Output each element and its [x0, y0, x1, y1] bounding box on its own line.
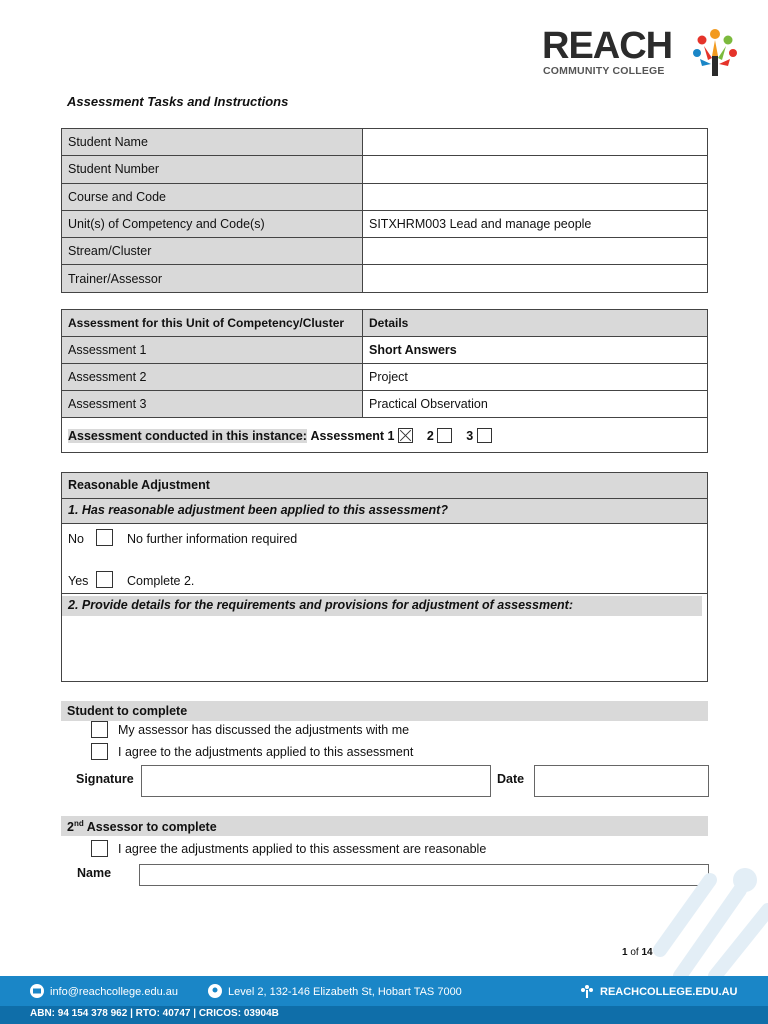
- footer-abn: ABN: 94 154 378 962 | RTO: 40747 | CRICOS: 03904B: [30, 1008, 279, 1019]
- date-field[interactable]: [534, 765, 709, 797]
- yes-option: [68, 571, 194, 588]
- footer-website-text: REACHCOLLEGE.EDU.AU: [600, 986, 738, 998]
- student-number-label: Student Number: [62, 156, 363, 183]
- reach-tree-icon: [580, 984, 594, 998]
- logo-wordmark: REACH: [542, 25, 673, 67]
- stream-cluster-field[interactable]: [363, 238, 708, 265]
- assessment-2-detail: Project: [363, 364, 708, 391]
- assessment-table: [61, 309, 708, 453]
- question-2: 2. Provide details for the requirements and provisions for adjustment of assessment:: [62, 596, 702, 616]
- footer-address-text: Level 2, 132-146 Elizabeth St, Hobart TAS 7000: [228, 986, 462, 998]
- unit-competency-label: Unit(s) of Competency and Code(s): [62, 210, 363, 237]
- yes-label: Yes: [68, 574, 89, 588]
- footer-address: [208, 984, 462, 998]
- agree-text: I agree to the adjustments applied to this assessment: [118, 745, 414, 759]
- table-row: [62, 265, 708, 292]
- assessor-title-sup: nd: [73, 819, 84, 828]
- footer: [0, 976, 768, 1024]
- details-header: Details: [363, 310, 708, 337]
- student-section-title: Student to complete: [61, 701, 708, 721]
- reasonable-adjustment-section: [61, 472, 708, 682]
- signature-field[interactable]: [141, 765, 491, 797]
- trainer-assessor-label: Trainer/Assessor: [62, 265, 363, 292]
- tree-people-logo-icon: [690, 26, 740, 78]
- assessment-1-label: Assessment 1: [62, 337, 363, 364]
- question-2-divider: [62, 593, 707, 594]
- yes-text: Complete 2.: [127, 574, 195, 588]
- assessment-2-label: Assessment 2: [62, 364, 363, 391]
- question-1: 1. Has reasonable adjustment been applied to this assessment?: [62, 499, 707, 524]
- signature-label: Signature: [76, 772, 134, 786]
- discussed-checkbox[interactable]: [91, 721, 108, 738]
- unit-competency-value[interactable]: SITXHRM003 Lead and manage people: [363, 210, 708, 237]
- college-logo: [540, 26, 745, 82]
- student-check-1: [91, 721, 409, 738]
- page-of: of: [630, 947, 639, 958]
- assessment-option-2-label: 2: [426, 428, 434, 443]
- table-row: [62, 156, 708, 183]
- table-row: [62, 391, 708, 418]
- adjustment-details-field[interactable]: [62, 618, 707, 680]
- table-row: [62, 418, 708, 453]
- footer-website[interactable]: [580, 984, 738, 998]
- assessment-conducted-label: Assessment conducted in this instance:: [68, 428, 307, 443]
- assessor-name-field[interactable]: [139, 864, 709, 886]
- assessment-option-1-label: Assessment 1: [310, 428, 395, 443]
- assessment-1-checkbox[interactable]: [398, 428, 413, 443]
- table-row: [62, 210, 708, 237]
- table-row: [62, 364, 708, 391]
- assessment-option-3-label: 3: [466, 428, 474, 443]
- no-checkbox[interactable]: [96, 529, 113, 546]
- page-total: 14: [641, 947, 653, 958]
- footer-email[interactable]: [30, 984, 178, 998]
- watermark-logo-icon: [640, 850, 768, 976]
- assessor-title-num: 2: [67, 820, 74, 835]
- yes-checkbox[interactable]: [96, 571, 113, 588]
- footer-contact-bar: [0, 976, 768, 1006]
- table-row: [62, 238, 708, 265]
- assessment-3-checkbox[interactable]: [477, 428, 492, 443]
- no-text: No further information required: [127, 532, 298, 546]
- table-row: [62, 337, 708, 364]
- student-name-field[interactable]: [363, 129, 708, 156]
- assessor-check-1: [91, 840, 486, 857]
- page-current: 1: [622, 947, 628, 958]
- assessment-3-label: Assessment 3: [62, 391, 363, 418]
- table-row: [62, 129, 708, 156]
- assessment-conducted-row: [62, 418, 708, 453]
- discussed-text: My assessor has discussed the adjustments with me: [118, 723, 410, 737]
- logo-subtitle: COMMUNITY COLLEGE: [543, 65, 665, 77]
- location-pin-icon: [208, 984, 222, 998]
- date-label: Date: [497, 772, 525, 786]
- assessor-agree-text: I agree the adjustments applied to this assessment are reasonable: [118, 842, 487, 856]
- course-code-label: Course and Code: [62, 183, 363, 210]
- stream-cluster-label: Stream/Cluster: [62, 238, 363, 265]
- student-name-label: Student Name: [62, 129, 363, 156]
- course-code-field[interactable]: [363, 183, 708, 210]
- trainer-assessor-field[interactable]: [363, 265, 708, 292]
- footer-email-text: info@reachcollege.edu.au: [50, 986, 178, 998]
- assessor-section-title: [61, 816, 708, 836]
- name-label: Name: [77, 866, 112, 880]
- student-details-table: [61, 128, 708, 293]
- page-title: Assessment Tasks and Instructions: [67, 94, 289, 109]
- assessor-agree-checkbox[interactable]: [91, 840, 108, 857]
- agree-checkbox[interactable]: [91, 743, 108, 760]
- page-number: [622, 947, 653, 958]
- email-icon: [30, 984, 44, 998]
- assessor-title-rest: Assessor to complete: [83, 820, 217, 835]
- assessment-2-checkbox[interactable]: [437, 428, 452, 443]
- table-header-row: [62, 310, 708, 337]
- assessment-3-detail: Practical Observation: [363, 391, 708, 418]
- assessment-1-detail: Short Answers: [363, 337, 708, 364]
- no-label: No: [68, 532, 84, 546]
- footer-registration-bar: [0, 1006, 768, 1024]
- table-row: [62, 183, 708, 210]
- student-number-field[interactable]: [363, 156, 708, 183]
- assessment-header: Assessment for this Unit of Competency/Cluster: [62, 310, 363, 337]
- student-check-2: [91, 743, 413, 760]
- reasonable-adjustment-title: Reasonable Adjustment: [62, 473, 707, 499]
- no-option: [68, 529, 297, 546]
